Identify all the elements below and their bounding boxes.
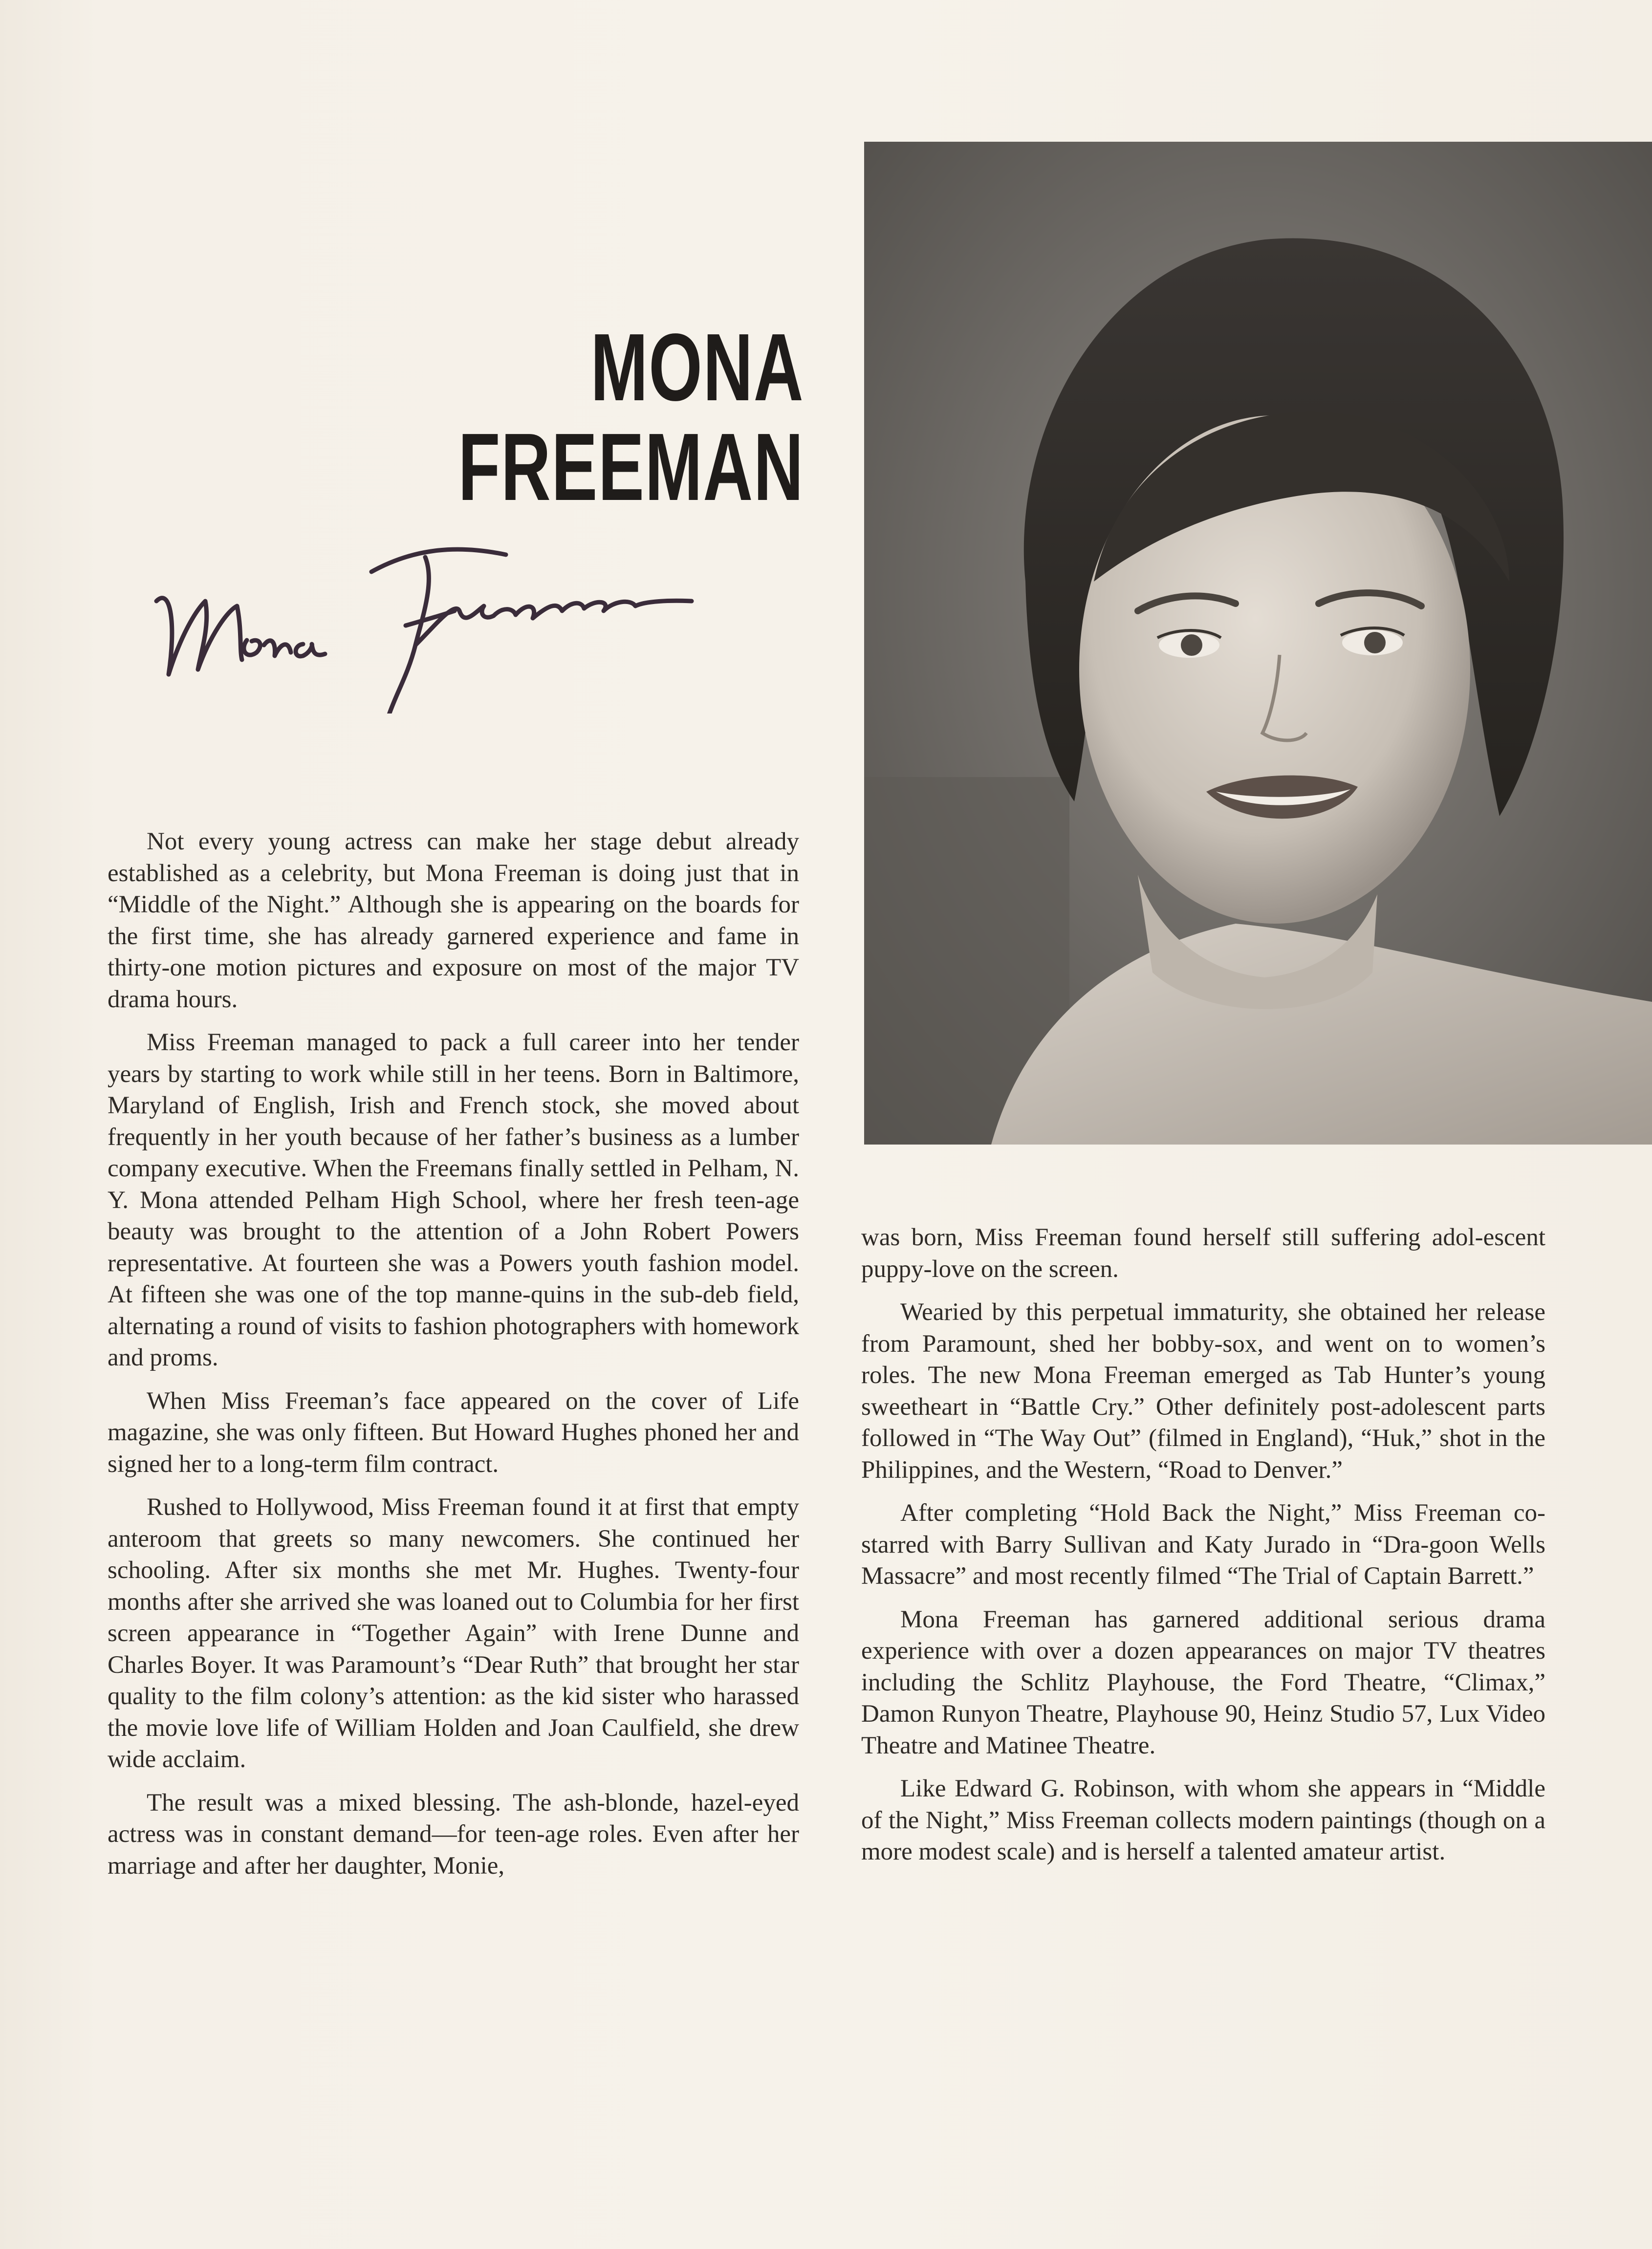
paragraph: The result was a mixed blessing. The ash-blonde, hazel-eyed actress was in constant demand—for teen-age roles. Even after her marriage and after her daughter, Monie, (108, 1789, 799, 1880)
paragraph: Not every young actress can make her stage debut already established as a celebrity, but Mona Freeman is doing just that in “Middle of the Night.” Although she is appearing on the boards for the first time, she has already garnered experience and fame in thirty-one motion pictures and exposure on most of the major TV drama hours. (108, 828, 799, 1013)
signature (142, 528, 704, 714)
paragraph: After completing “Hold Back the Night,” Miss Freeman co-starred with Barry Sullivan and Katy Jurado in “Dra-goon Wells Massacre” and most recently filmed “The Trial of Captain Barrett.” (861, 1499, 1545, 1590)
portrait-photo-icon (864, 142, 1652, 1145)
title-first-name: MONA (590, 314, 804, 421)
right-text-column (861, 1222, 1545, 1880)
signature-icon (142, 528, 704, 714)
paragraph: Mona Freeman has garnered additional serious drama experience with over a dozen appearances on major TV theatres including the Schlitz Playhouse, the Ford Theatre, “Climax,” Damon Runyon Theatre, Playhouse 90, Heinz Studio 57, Lux Video Theatre and Matinee Theatre. (861, 1605, 1545, 1759)
paragraph: When Miss Freeman’s face appeared on the cover of Life magazine, she was only fifteen. But Howard Hughes phoned her and signed her to a long-term film contract. (108, 1387, 799, 1478)
portrait-photo (864, 142, 1652, 1145)
left-text-column (108, 826, 799, 1893)
paragraph-continuation: was born, Miss Freeman found herself still suffering adol-escent puppy-love on the screen. (861, 1224, 1545, 1283)
paragraph: Wearied by this perpetual immaturity, she obtained her release from Paramount, shed her bobby-sox, and went on to women’s roles. The new Mona Freeman emerged as Tab Hunter’s young sweetheart in “Battle Cry.” Other definitely post-adolescent parts followed in “The Way Out” (filmed in England), “Huk,” shot in the Philippines, and the Western, “Road to Denver.” (861, 1298, 1545, 1484)
paragraph: Miss Freeman managed to pack a full career into her tender years by starting to work while still in her teens. Born in Baltimore, Maryland of English, Irish and French stock, she moved about frequently in her youth because of her father’s business as a lumber company executive. When the Freemans finally settled in Pelham, N. Y. Mona attended Pelham High School, where her fresh teen-age beauty was brought to the attention of a John Robert Powers representative. At fourteen she was a Powers youth fashion model. At fifteen she was one of the top manne-quins in the sub-deb field, alternating a round of visits to fashion photographers with homework and proms. (108, 1029, 799, 1371)
paragraph: Like Edward G. Robinson, with whom she appears in “Middle of the Night,” Miss Freeman collects modern paintings (though on a more modest scale) and is herself a talented amateur artist. (861, 1775, 1545, 1865)
title-last-name: FREEMAN (458, 413, 804, 520)
paragraph: Rushed to Hollywood, Miss Freeman found it at first that empty anteroom that greets so many newcomers. She continued her schooling. After six months she met Mr. Hughes. Twenty-four months after she arrived she was loaned out to Columbia for her first screen appearance in “Together Again” with Irene Dunne and Charles Boyer. It was Paramount’s “Dear Ruth” that brought her star quality to the film colony’s attention: as the kid sister who harassed the movie love life of William Holden and Joan Caulfield, she drew wide acclaim. (108, 1493, 799, 1773)
page-title (458, 314, 804, 520)
